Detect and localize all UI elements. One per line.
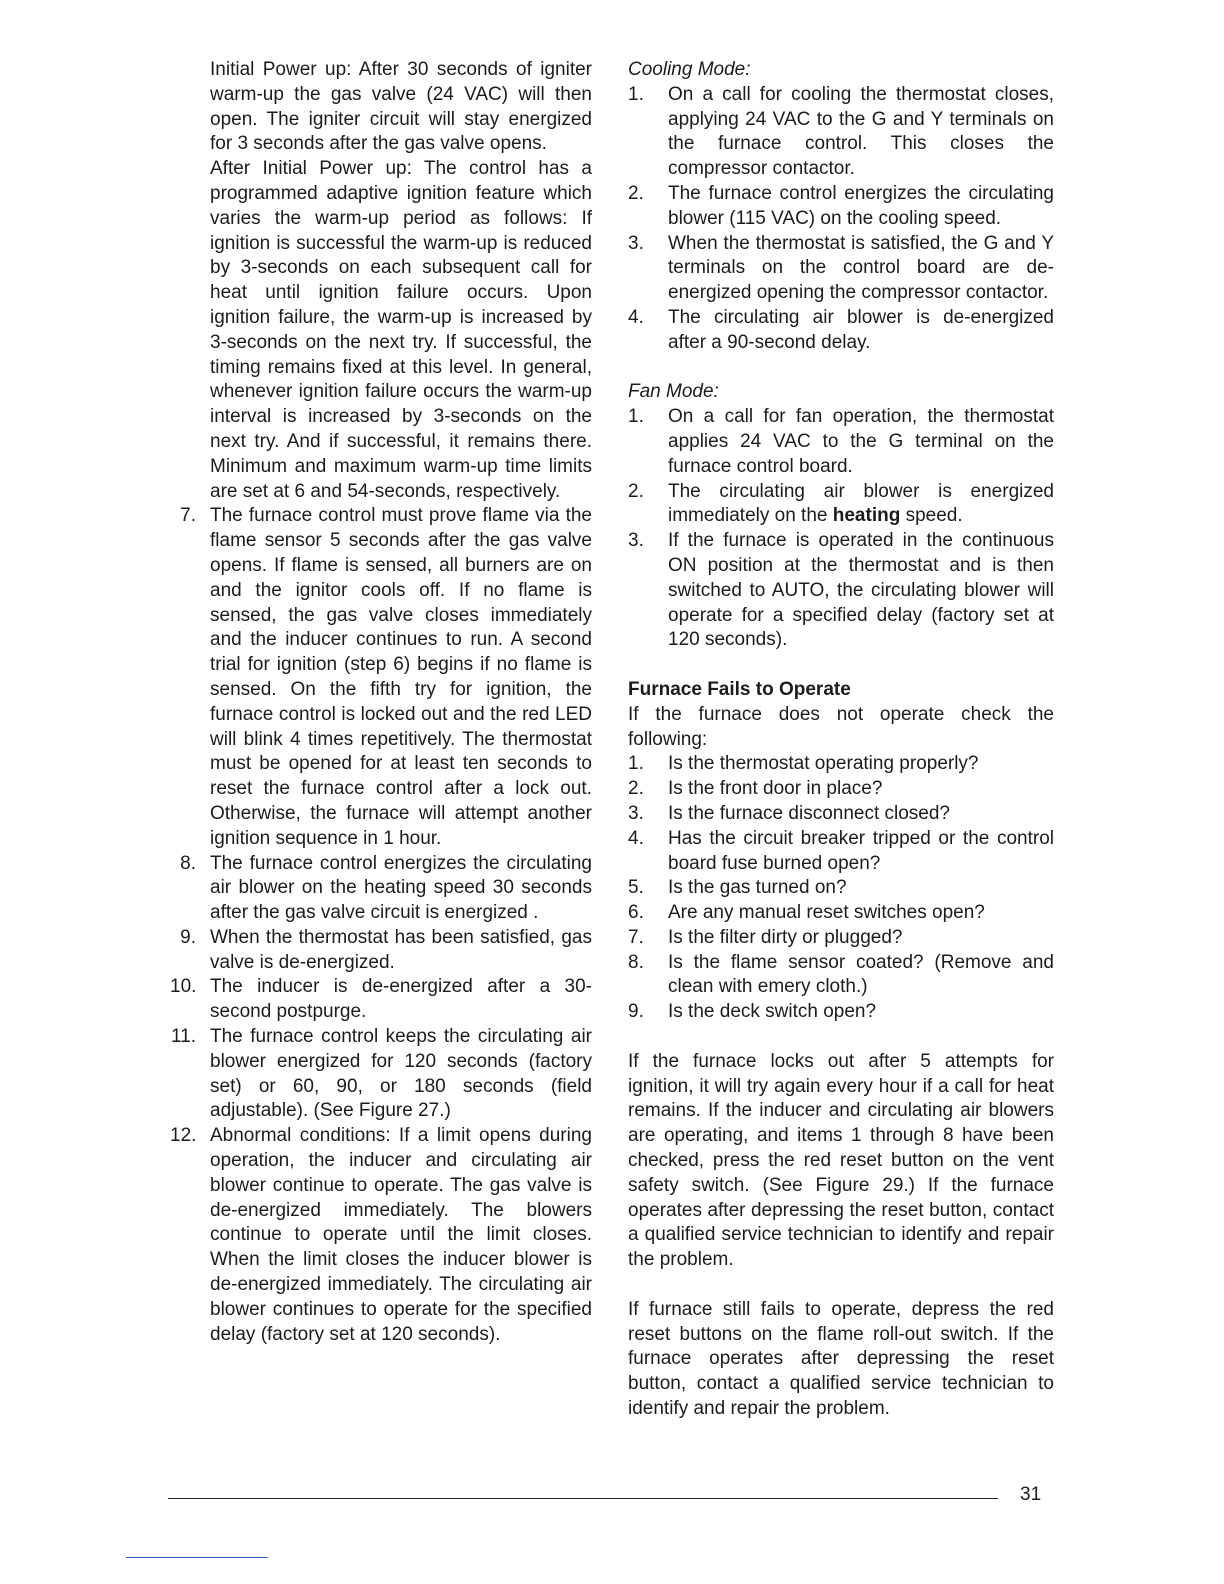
- item-number: 8.: [180, 852, 196, 874]
- footer-rule: [168, 1498, 998, 1499]
- list-item: [628, 306, 1054, 356]
- item-number: 12.: [170, 1125, 197, 1147]
- item-number: 11.: [170, 1026, 196, 1048]
- item-text: Is the front door in place?: [668, 778, 883, 800]
- item-text: Is the furnace disconnect closed?: [668, 802, 951, 824]
- fails-intro: If the furnace does not operate check the following:: [628, 703, 1054, 750]
- initial-power-up-paragraph: Initial Power up: After 30 seconds of igniter warm-up the gas valve (24 VAC) will then open. The igniter circuit will stay energized for 3 seconds after the gas valve opens.: [210, 59, 592, 155]
- item-number: 7.: [180, 505, 196, 527]
- item-number: 6.: [628, 902, 644, 924]
- item-text: Are any manual reset switches open?: [668, 902, 985, 924]
- list-item: [628, 1000, 1054, 1025]
- spacer: [628, 1273, 1054, 1298]
- list-item: [170, 504, 592, 851]
- item-number: 9.: [628, 1001, 644, 1023]
- item-text: Is the thermostat operating properly?: [668, 753, 979, 775]
- item-number: 2.: [628, 182, 644, 204]
- cooling-mode-heading: Cooling Mode:: [628, 59, 751, 80]
- item-number: 9.: [180, 926, 196, 948]
- item-text: When the thermostat has been satisfied, gas valve is de-energized.: [210, 926, 592, 973]
- item-text: The furnace control energizes the circulating air blower on the heating speed 30 seconds after the gas valve circuit is energized .: [210, 852, 592, 924]
- list-item: [628, 951, 1054, 1001]
- item-text: The inducer is de-energized after a 30-second postpurge.: [210, 976, 592, 1023]
- list-item: [628, 480, 1054, 530]
- item-number: 7.: [628, 926, 644, 948]
- list-item: [628, 827, 1054, 877]
- item-number: 1.: [628, 753, 644, 775]
- item-text: Is the deck switch open?: [668, 1001, 877, 1023]
- item-number: 1.: [628, 83, 644, 105]
- item-text: The furnace control must prove flame via the flame sensor 5 seconds after the gas valve opens. If flame is sensed, all burners are on and the ignitor cools off. If no flame is sensed, the gas valve closes immediately and the inducer continues to run. A second trial for ignition (step 6) begins if no flame is sensed. On the fifth try for ignition, the furnace control is locked out and the red LED will blink 4 times repetitively. The thermostat must be opened for at least ten seconds to reset the furnace control after a lock out. Otherwise, the furnace will attempt another ignition sequence in 1 hour.: [210, 505, 592, 849]
- list-item: [628, 802, 1054, 827]
- after-initial-power-up-paragraph: After Initial Power up: The control has a programmed adaptive ignition feature which varies the warm-up period as follows: If ignition is successful the warm-up is reduced by 3-seconds on each subsequent call for heat until ignition failure occurs. Upon ignition failure, the warm-up is increased by 3-seconds on the next try. If successful, the timing remains fixed at this level. In general, whenever ignition failure occurs the warm-up interval is increased by 3-seconds on the next try. And if successful, it remains there. Minimum and maximum warm-up time limits are set at 6 and 54-seconds, respectively.: [210, 158, 592, 502]
- item-text-end: speed.: [900, 505, 963, 527]
- right-column: [628, 58, 1054, 1422]
- item-text: The furnace control energizes the circulating blower (115 VAC) on the cooling speed.: [668, 182, 1054, 229]
- item-text: The circulating air blower is de-energized after a 90-second delay.: [668, 306, 1054, 353]
- list-item: [170, 852, 592, 926]
- item-text: Is the filter dirty or plugged?: [668, 926, 903, 948]
- item-number: 3.: [628, 802, 644, 824]
- list-item: [170, 1025, 592, 1124]
- list-item: [170, 1124, 592, 1347]
- spacer: [628, 653, 1054, 678]
- list-item: [628, 901, 1054, 926]
- item-number: 8.: [628, 951, 644, 973]
- list-item: [628, 926, 1054, 951]
- item-number: 1.: [628, 406, 644, 428]
- locks-out-paragraph: If the furnace locks out after 5 attempts for ignition, it will try again every hour if a call for heat remains. If the inducer and circulating air blowers are operating, and items 1 through 8 have been checked, press the red reset button on the vent safety switch. (See Figure 29.) If the furnace operates after depressing the reset button, contact a qualified service technician to identify and repair the problem.: [628, 1050, 1054, 1271]
- item-number: 3.: [628, 530, 644, 552]
- spacer: [628, 356, 1054, 381]
- item-number: 4.: [628, 827, 644, 849]
- list-item: [628, 876, 1054, 901]
- list-item: [628, 777, 1054, 802]
- heading-emphasis: heating: [832, 505, 901, 527]
- item-text-start: The circulating air blower is energized immediately on the: [668, 480, 1054, 527]
- list-item: [628, 529, 1054, 653]
- list-item: [628, 752, 1054, 777]
- page-number: 31: [1020, 1484, 1042, 1505]
- furnace-fails-heading: Furnace Fails to Operate: [628, 678, 851, 700]
- list-item: [628, 83, 1054, 182]
- list-item: [170, 926, 592, 976]
- link-underline-artifact: [126, 1557, 268, 1558]
- item-text: If the furnace is operated in the continuous ON position at the thermostat and is then switched to AUTO, the circulating blower will operate for a specified delay (factory set at 120 seconds).: [668, 530, 1054, 651]
- item-text: Is the flame sensor coated? (Remove and clean with emery cloth.): [668, 951, 1054, 998]
- spacer: [628, 1025, 1054, 1050]
- list-item: [628, 182, 1054, 232]
- item-number: 3.: [628, 232, 644, 254]
- fan-mode-heading: Fan Mode:: [628, 381, 719, 403]
- item-text: Is the gas turned on?: [668, 877, 847, 899]
- list-item: [170, 975, 592, 1025]
- left-column: [170, 58, 592, 1347]
- item-text: Abnormal conditions: If a limit opens during operation, the inducer and circulating air blower continue to operate. The gas valve is de-energized immediately. The blowers continue to operate until the limit closes. When the limit closes the inducer blower is de-energized immediately. The circulating air blower continues to operate for the specified delay (factory set at 120 seconds).: [210, 1125, 592, 1345]
- item-text: When the thermostat is satisfied, the G and Y terminals on the control board are de-energized opening the compressor contactor.: [668, 232, 1054, 304]
- list-item: [628, 405, 1054, 479]
- item-text: On a call for cooling the thermostat closes, applying 24 VAC to the G and Y terminals on the furnace control. This closes the compressor contactor.: [668, 83, 1054, 180]
- item-number: 4.: [628, 306, 644, 328]
- item-text: [668, 480, 1054, 530]
- item-text: Has the circuit breaker tripped or the control board fuse burned open?: [668, 827, 1054, 874]
- item-number: 5.: [628, 877, 644, 899]
- still-fails-paragraph: If furnace still fails to operate, depress the red reset buttons on the flame roll-out switch. If the furnace operates after depressing the reset button, contact a qualified service technician to identify and repair the problem.: [628, 1298, 1054, 1420]
- item-text: The furnace control keeps the circulating air blower energized for 120 seconds (factory set) or 60, 90, or 180 seconds (field adjustable). (See Figure 27.): [210, 1026, 592, 1122]
- item-text: On a call for fan operation, the thermostat applies 24 VAC to the G terminal on the furnace control board.: [668, 406, 1054, 477]
- list-item: [628, 232, 1054, 306]
- item-number: 2.: [628, 480, 644, 502]
- item-number: 10.: [170, 976, 197, 998]
- item-number: 2.: [628, 778, 644, 800]
